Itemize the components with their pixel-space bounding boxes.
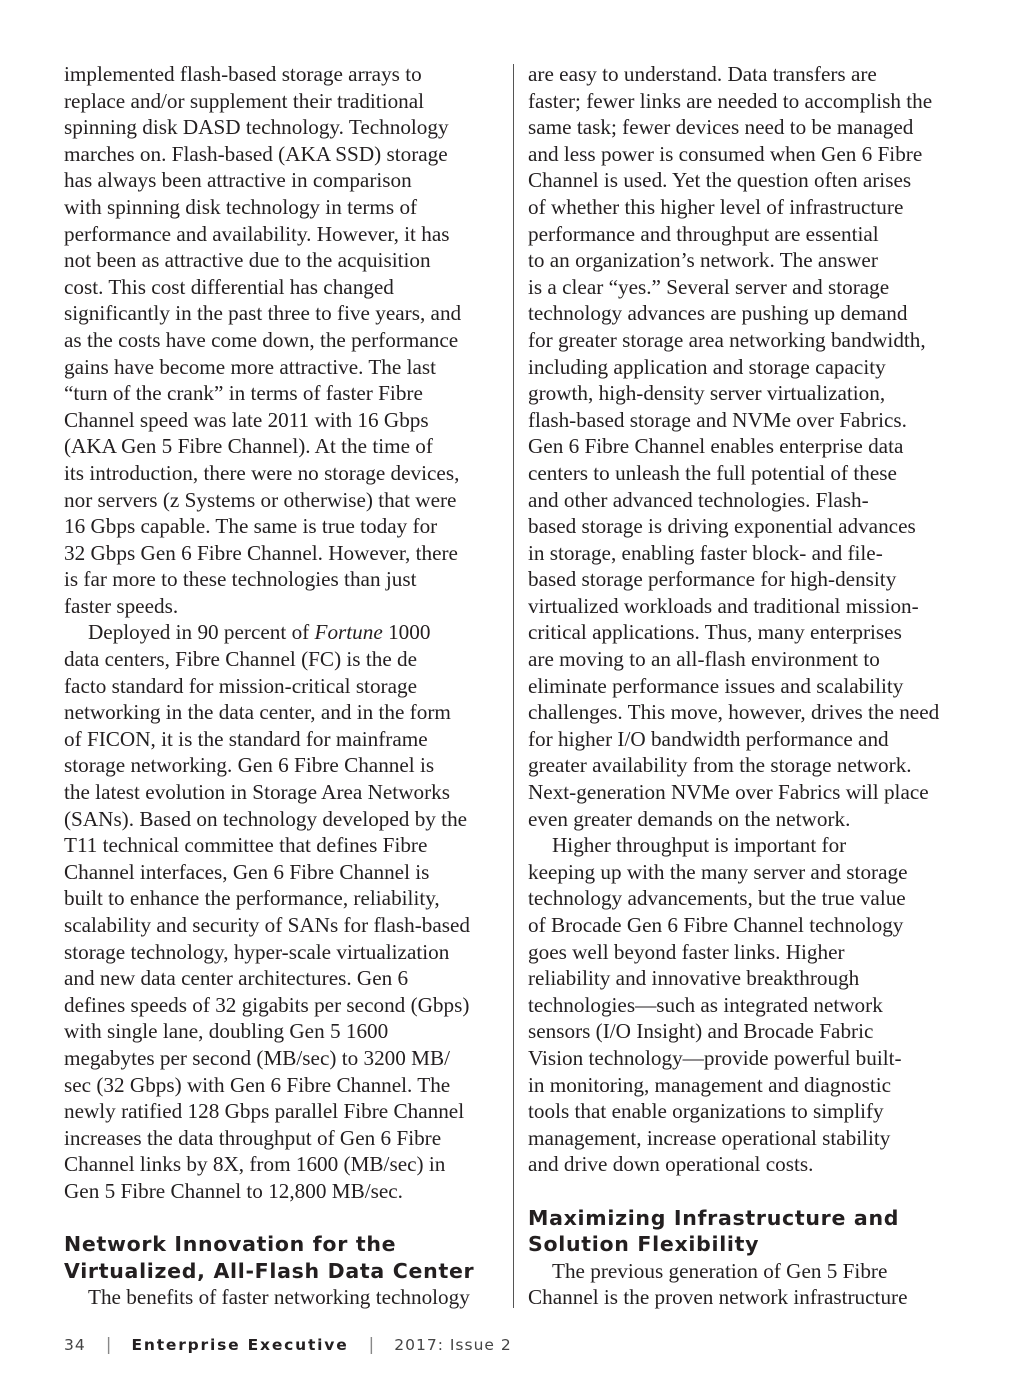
publication-name: Enterprise Executive <box>131 1336 349 1354</box>
text-line: based storage performance for high-density <box>528 567 897 592</box>
footer-separator: | <box>105 1335 112 1355</box>
right-para-3 <box>528 1258 968 1311</box>
text-line: technology advances are pushing up demand <box>528 301 908 326</box>
text-line: 32 Gbps Gen 6 Fibre Channel. However, there <box>64 540 458 565</box>
text-line: storage technology, hyper-scale virtualization <box>64 939 450 964</box>
para2-text-after: 1000 <box>382 620 431 645</box>
text-line: are easy to understand. Data transfers are <box>528 62 877 86</box>
text-line: faster; fewer links are needed to accomplish the <box>528 88 933 113</box>
text-line: critical applications. Thus, many enterprises <box>528 620 902 645</box>
text-line: Higher throughput is important for <box>552 833 847 858</box>
text-line: (AKA Gen 5 Fibre Channel). At the time of <box>64 434 433 459</box>
text-line: flash-based storage and NVMe over Fabrics. <box>528 407 907 432</box>
text-line: Vision technology—provide powerful built- <box>528 1045 902 1070</box>
text-line: Channel is the proven network infrastructure <box>528 1285 908 1310</box>
text-line: sec (32 Gbps) with Gen 6 Fibre Channel. The <box>64 1072 451 1097</box>
text-line: Gen 5 Fibre Channel to 12,800 MB/sec. <box>64 1178 403 1203</box>
text-line: defines speeds of 32 gigabits per second (Gbps) <box>64 992 470 1017</box>
text-line: growth, high-density server virtualization, <box>528 381 886 406</box>
left-column <box>64 61 504 1311</box>
text-line: 16 Gbps capable. The same is true today for <box>64 514 438 539</box>
text-line: scalability and security of SANs for flash-based <box>64 913 470 937</box>
section-heading-maximizing <box>528 1205 968 1258</box>
text-line: marches on. Flash-based (AKA SSD) storage <box>64 141 448 166</box>
text-line: is far more to these technologies than just <box>64 567 417 592</box>
text-line: cost. This cost differential has changed <box>64 274 394 299</box>
text-line: technologies—such as integrated network <box>528 992 883 1017</box>
text-line: for higher I/O bandwidth performance and <box>528 726 889 751</box>
text-line: greater availability from the storage network. <box>528 753 912 778</box>
text-line: has always been attractive in comparison <box>64 168 412 193</box>
column-divider <box>513 64 514 1308</box>
text-line: Channel is used. Yet the question often arises <box>528 168 912 193</box>
text-line: with single lane, doubling Gen 5 1600 <box>64 1019 389 1044</box>
text-line: data centers, Fibre Channel (FC) is the de <box>64 647 418 672</box>
text-line: challenges. This move, however, drives the need <box>528 700 940 725</box>
issue-label: 2017: Issue 2 <box>394 1336 512 1354</box>
text-line: technology advancements, but the true value <box>528 886 906 911</box>
text-line: centers to unleash the full potential of these <box>528 460 897 485</box>
text-line: to an organization’s network. The answer <box>528 248 878 273</box>
text-line: replace and/or supplement their traditional <box>64 88 425 113</box>
fortune-italic: Fortune <box>314 620 383 645</box>
text-line: implemented flash-based storage arrays to <box>64 62 422 86</box>
heading-line-2: Virtualized, All-Flash Data Center <box>64 1258 475 1283</box>
text-line: newly ratified 128 Gbps parallel Fibre Channel <box>64 1099 465 1124</box>
text-line: storage networking. Gen 6 Fibre Channel is <box>64 753 435 778</box>
text-line: significantly in the past three to five years, and <box>64 301 462 326</box>
page-footer <box>64 1333 512 1357</box>
footer-separator: | <box>368 1335 375 1355</box>
left-para-2-first-line <box>64 619 504 646</box>
text-line: nor servers (z Systems or otherwise) that were <box>64 487 457 512</box>
right-column <box>528 61 968 1311</box>
text-line: Channel links by 8X, from 1600 (MB/sec) in <box>64 1152 446 1177</box>
text-line: its introduction, there were no storage devices, <box>64 460 460 485</box>
left-para-1 <box>64 61 504 619</box>
text-line: in monitoring, management and diagnostic <box>528 1072 892 1097</box>
text-line: of whether this higher level of infrastructure <box>528 194 904 219</box>
text-line: for greater storage area networking bandwidth, <box>528 327 926 352</box>
text-line: Next-generation NVMe over Fabrics will place <box>528 780 929 805</box>
text-line: including application and storage capacity <box>528 354 886 379</box>
text-line: same task; fewer devices need to be managed <box>528 115 914 140</box>
text-line: megabytes per second (MB/sec) to 3200 MB/ <box>64 1045 451 1070</box>
text-line: gains have become more attractive. The last <box>64 354 437 379</box>
text-line: T11 technical committee that defines Fibre <box>64 833 428 858</box>
text-line: in storage, enabling faster block- and file- <box>528 540 883 565</box>
text-line: facto standard for mission-critical storage <box>64 673 417 698</box>
text-line: not been as attractive due to the acquisition <box>64 248 431 273</box>
text-line: and less power is consumed when Gen 6 Fibre <box>528 141 923 166</box>
text-line: the latest evolution in Storage Area Networks <box>64 780 450 805</box>
left-para-3-first-line: The benefits of faster networking technology <box>88 1285 470 1310</box>
text-line: and other advanced technologies. Flash- <box>528 487 869 512</box>
text-line: and new data center architectures. Gen 6 <box>64 966 409 991</box>
text-line: (SANs). Based on technology developed by the <box>64 806 468 831</box>
text-line: of FICON, it is the standard for mainframe <box>64 726 428 751</box>
text-line: increases the data throughput of Gen 6 Fibre <box>64 1125 442 1150</box>
text-line: with spinning disk technology in terms of <box>64 194 418 219</box>
text-line: performance and availability. However, it has <box>64 221 450 246</box>
text-line: Gen 6 Fibre Channel enables enterprise data <box>528 434 904 459</box>
text-line: “turn of the crank” in terms of faster Fibre <box>64 381 423 406</box>
text-line: tools that enable organizations to simplify <box>528 1099 884 1124</box>
text-line: management, increase operational stability <box>528 1125 891 1150</box>
text-line: spinning disk DASD technology. Technology <box>64 115 449 140</box>
para2-text-before: Deployed in 90 percent of <box>88 620 315 645</box>
text-line: Channel speed was late 2011 with 16 Gbps <box>64 407 429 432</box>
text-line: Channel interfaces, Gen 6 Fibre Channel is <box>64 859 430 884</box>
text-line: based storage is driving exponential advances <box>528 514 916 539</box>
text-line: and drive down operational costs. <box>528 1152 814 1177</box>
heading-line-2: Solution Flexibility <box>528 1232 760 1257</box>
text-line: virtualized workloads and traditional mission- <box>528 593 919 618</box>
text-line: sensors (I/O Insight) and Brocade Fabric <box>528 1019 874 1044</box>
heading-line-1: Network Innovation for the <box>64 1232 397 1257</box>
text-line: goes well beyond faster links. Higher <box>528 939 845 964</box>
text-line: eliminate performance issues and scalability <box>528 673 904 698</box>
heading-line-1: Maximizing Infrastructure and <box>528 1205 900 1230</box>
text-line: are moving to an all-flash environment to <box>528 647 880 672</box>
text-line: of Brocade Gen 6 Fibre Channel technology <box>528 913 904 937</box>
text-line: even greater demands on the network. <box>528 806 851 831</box>
right-para-1 <box>528 61 968 832</box>
text-line: reliability and innovative breakthrough <box>528 966 860 991</box>
text-line: The previous generation of Gen 5 Fibre <box>552 1258 888 1283</box>
text-line: is a clear “yes.” Several server and storage <box>528 274 890 299</box>
text-line: networking in the data center, and in the form <box>64 700 451 725</box>
text-line: as the costs have come down, the performance <box>64 327 459 352</box>
text-line: faster speeds. <box>64 593 179 618</box>
text-line: keeping up with the many server and storage <box>528 859 908 884</box>
text-line: performance and throughput are essential <box>528 221 879 246</box>
right-para-2 <box>528 832 968 1178</box>
left-para-2 <box>64 646 504 1204</box>
page-number: 34 <box>64 1336 86 1354</box>
text-line: built to enhance the performance, reliability, <box>64 886 440 911</box>
section-heading-network-innovation <box>64 1231 504 1284</box>
